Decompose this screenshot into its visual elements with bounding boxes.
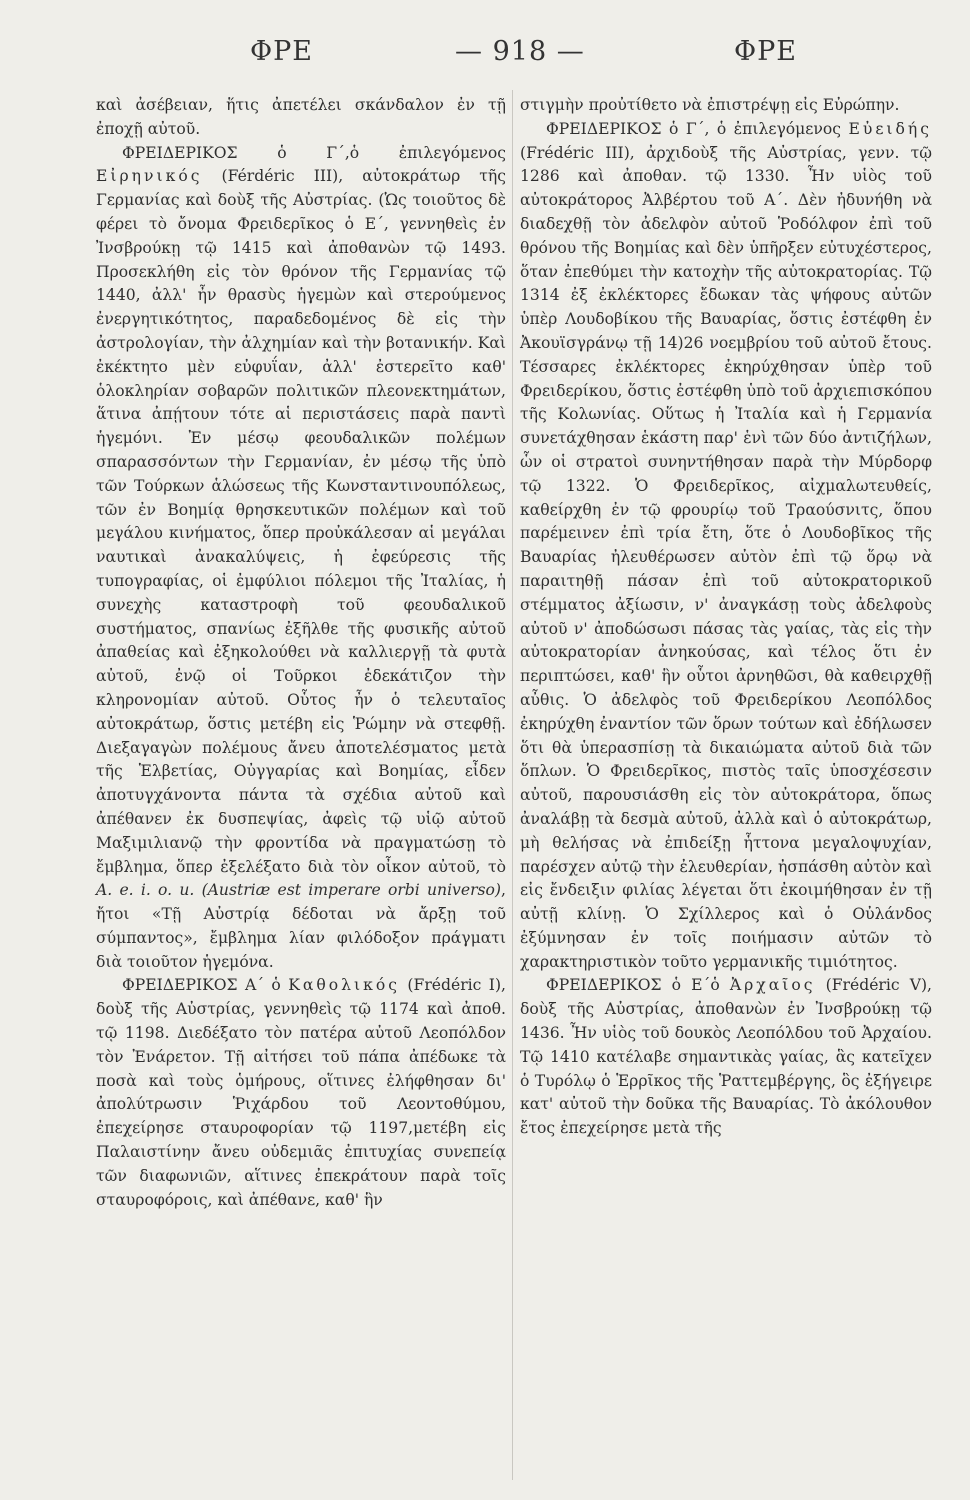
entry-heading: ΦΡΕΙΔΕΡΙΚΟΣ ὁ Ε΄ὁ [546,976,730,995]
entry-body: (Férdéric III), αὐτοκράτωρ τῆς Γερμανίας καὶ δοὺξ τῆς Αὐστρίας. (Ὡς τοιοῦτος δὲ φέρει τὸ ὄνομα Φρειδερῖκος ὁ Ε΄, γεννηθεὶς ἐν Ἰνσβρούκῃ τῷ 1415 καὶ ἀποθανὼν τῷ 1493. Προσεκλήθη εἰς τὸν θρόνον τῆς Γερμανίας τῷ 1440, ἀλλ' ἦν θρασὺς ἡγεμὼν καὶ στερούμενος ἐνεργητικότητος, παραδεδομένος δὲ εἰς τὴν ἀστρολογίαν, τὴν ἀλχημίαν καὶ τὴν βοτανικήν. Καὶ ἐκέκτητο μὲν εὐφυΐαν, ἀλλ' ἐστερεῖτο καθ' ὁλοκληρίαν σοβαρῶν πολιτικῶν πλεονεκτημάτων, ἅτινα ἀπῄτουν τότε αἱ περιστάσεις παρὰ παντὶ ἡγεμόνι. Ἐν μέσῳ φεουδαλικῶν πολέμων σπαρασσόντων τὴν Γερμανίαν, ἐν μέσῳ τῆς ὑπὸ τῶν Τούρκων ἁλώσεως τῆς Κωνσταντινουπόλεως, τῶν ἐν Βοημίᾳ θρησκευτικῶν πολέμων καὶ τοῦ μεγάλου κινήματος, ὅπερ προὐκάλεσαν αἱ μεγάλαι ναυτικαὶ ἀνακαλύψεις, ἡ ἐφεύρεσις τῆς τυπογραφίας, οἱ ἐμφύλιοι πόλεμοι τῆς Ἰταλίας, ἡ συνεχὴς καταστροφὴ τοῦ φεουδαλικοῦ συστήματος, σπανίως ἐξῆλθε τῆς φυσικῆς αὐτοῦ ἀπαθείας καὶ ἐξηκολούθει νὰ καλλιεργῇ τὰ φυτὰ αὐτοῦ, ἐνῷ οἱ Τοῦρκοι ἐδεκάτιζον τὴν κληρονομίαν αὐτοῦ. Οὗτος ἦν ὁ τελευταῖος αὐτοκράτωρ, ὅστις μετέβη εἰς Ῥώμην νὰ στεφθῇ. Διεξαγαγὼν πολέμους ἄνευ ἀποτελέσματος μετὰ τῆς Ἑλβετίας, Οὐγγαρίας καὶ Βοημίας, εἶδεν ἀποτυγχάνοντα πάντα τὰ σχέδια αὐτοῦ καὶ ἀπέθανεν ἐκ δυσπεψίας, ἀφεὶς τῷ υἱῷ αὐτοῦ Μαξιμιλιανῷ τὴν φροντίδα νὰ πραγματώσῃ τὸ ἔμβλημα, ὅπερ ἐξελέξατο διὰ τὸν οἶκον αὐτοῦ, τὸ [96,167,506,876]
right-column [520,94,932,1141]
motto: A. e. i. o. u. (Austriæ est imperare orbi universo) [96,881,502,900]
entry-body: (Frédéric III), ἀρχιδοὺξ τῆς Αὐστρίας, γενν. τῷ 1286 καὶ ἀποθαν. τῷ 1330. Ἦν υἱὸς τοῦ αὐτοκράτορος Ἀλβέρτου τοῦ Α΄. Δὲν ἠδυνήθη νὰ διαδεχθῇ τὸν ἀδελφὸν αὐτοῦ Ῥοδόλφον ἐπὶ τοῦ θρόνου τῆς Βοημίας καὶ δὲν ὑπῆρξεν εὐτυχέστερος, ὅταν ἐπεθύμει τὴν κατοχὴν τῆς αὐτοκρατορίας. Τῷ 1314 ἐξ ἐκλέκτορες ἔδωκαν τὰς ψήφους αὐτῶν ὑπὲρ Λουδοβίκου τῆς Βαυαρίας, ὅστις ἐστέφθη ἐν Ἀκουϊσγράνῳ τῇ 14)26 νοεμβρίου τοῦ αὐτοῦ ἔτους. Τέσσαρες ἐκλέκτορες ἐκηρύχθησαν ὑπὲρ τοῦ Φρειδερίκου, ὅστις ἐστέφθη ὑπὸ τοῦ ἀρχιεπισκόπου τῆς Κολωνίας. Οὕτως ἡ Ἰταλία καὶ ἡ Γερμανία συνετάχθησαν ἑκάστη παρ' ἑνὶ τῶν δύο ἀντιζήλων, ὧν οἱ στρατοὶ συνηντήθησαν παρὰ τὴν Μύρδορφ τῷ 1322. Ὁ Φρειδερῖκος, αἰχμαλωτευθείς, καθείρχθη ἐν τῷ φρουρίῳ τοῦ Τραούσνιτς, ὅπου παρέμεινεν ἐπὶ τρία ἔτη, ὅτε ὁ Λουδοβῖκος τῆς Βαυαρίας ἠλευθέρωσεν αὐτὸν ἐπὶ τῷ ὅρῳ νὰ παραιτηθῇ πάσαν ἐπὶ τοῦ αὐτοκρατορικοῦ στέμματος ἀξίωσιν, ν' ἀναγκάσῃ τοὺς ἀδελφοὺς αὐτοῦ ν' ἀποδώσωσι πάσας τὰς γαίας, τὰς εἰς τὴν αὐτοκρατορίαν ἀνηκούσας, καὶ τέλος ὅτι ἐν περιπτώσει, καθ' ἣν οὗτοι ἀρνηθῶσι, θὰ καθειρχθῇ αὖθις. Ὁ ἀδελφὸς τοῦ Φρειδερίκου Λεοπόλδος ἐκηρύχθη ἐναντίον τῶν ὅρων τούτων καὶ ἐδήλωσεν ὅτι θὰ ὑπερασπίσῃ τὰ δικαιώματα αὐτοῦ διὰ τῶν ὅπλων. Ὁ Φρειδερῖκος, πιστὸς ταῖς ὑποσχέσεσιν αὐτοῦ, παρουσιάσθη εἰς τὸν αὐτοκράτορα, ὅπως ἀναλάβῃ τὰ δεσμὰ αὐτοῦ, ἀλλὰ καὶ ὁ αὐτοκράτωρ, μὴ θελήσας νὰ ἐπιδείξῃ ἧττονα μεγαλοψυχίαν, παρέσχεν αὐτῷ τὴν ἐλευθερίαν, ἠσπάσθη αὐτὸν καὶ εἰς ἔνδειξιν φιλίας λέγεται ὅτι ἐκοιμήθησαν ἐν τῇ αὐτῇ κλίνῃ. Ὁ Σχίλλερος καὶ ὁ Οὐλάνδος ἐξύμνησαν ἐν τοῖς ποιήμασιν αὐτῶν τὸ χαρακτηριστικὸν τοῦτο γερμανικῆς τιμιότητος. [520,143,932,971]
left-paragraph-1: καὶ ἀσέβειαν, ἥτις ἀπετέλει σκάνδαλον ἐν τῇ ἐποχῇ αὐτοῦ. [96,96,506,138]
entry-body: (Frédéric I), δοὺξ τῆς Αὐστρίας, γεννηθεὶς τῷ 1174 καὶ ἀποθ. τῷ 1198. Διεδέξατο τὸν πατέρα αὐτοῦ Λεοπόλδον τὸν Ἐνάρετον. Τῇ αἰτήσει τοῦ πάπα ἀπέδωκε τὰ ποσὰ καὶ τοὺς ὁμήρους, οἵτινες ἐλήφθησαν δι' ἀπολύτρωσιν Ῥιχάρδου τοῦ Λεοντοθύμου, ἐπεχείρησε σταυροφορίαν τῷ 1197,μετέβη εἰς Παλαιστίνην ἄνευ οὐδεμιᾶς ἐπιτυχίας συνεπείᾳ τῶν διαφωνιῶν, αἵτινες ἐπεκράτουν παρὰ τοῖς σταυροφόροις, καὶ ἀπέθανε, καθ' ἣν [96,976,506,1209]
entry-epithet: Ἀρχαῖος [729,976,816,995]
left-entry-frederick-iii [96,142,506,975]
entry-heading: ΦΡΕΙΔΕΡΙΚΟΣ Α΄ ὁ [122,976,289,995]
header-left-keyword: ΦΡΕ [250,36,314,67]
entry-epithet: Εὐειδής [848,119,932,138]
column-divider [512,90,513,1480]
entry-epithet: Καθολικός [288,976,401,995]
right-entry-frederick-v [520,974,932,1141]
entry-heading: ΦΡΕΙΔΕΡΙΚΟΣ ὁ Γ΄,ὁ ἐπιλεγόμενος [122,143,506,162]
left-entry-frederick-i [96,974,506,1212]
left-column [96,94,506,1212]
entry-heading: ΦΡΕΙΔΕΡΙΚΟΣ ὁ Γ΄, ὁ ἐπιλεγόμενος [546,119,849,138]
entry-tail: , ἤτοι «Τῇ Αὐστρίᾳ δέδοται νὰ ἄρξῃ τοῦ σύμπαντος», ἔμβλημα λίαν φιλόδοξον πράγματι διὰ τοιοῦτον ἡγεμόνα. [96,881,506,971]
entry-epithet: Εἰρηνικός [96,167,203,186]
header-right-keyword: ΦΡΕ [734,36,798,67]
right-paragraph-1: στιγμὴν προὐτίθετο νὰ ἐπιστρέψῃ εἰς Εὐρώπην. [520,96,900,114]
right-entry-frederick-iii-fair [520,118,932,975]
running-header [0,36,970,76]
entry-body: (Frédéric V), δοὺξ τῆς Αὐστρίας, ἀποθανὼν ἐν Ἰνσβρούκῃ τῷ 1436. Ἦν υἱὸς τοῦ δουκὸς Λεοπόλδου τοῦ Ἀρχαίου. Τῷ 1410 κατέλαβε σημαντικὰς γαίας, ἃς κατεῖχεν ὁ Τυρόλῳ ὁ Ἑρρῖκος τῆς Ῥαττεμβέργης, ὃς ἐξήγειρε κατ' αὐτοῦ τὴν δοῦκα τῆς Βαυαρίας. Τὸ ἀκόλουθον ἔτος ἐπεχείρησε μετὰ τῆς [520,976,933,1138]
page-number: — 918 — [455,36,585,67]
